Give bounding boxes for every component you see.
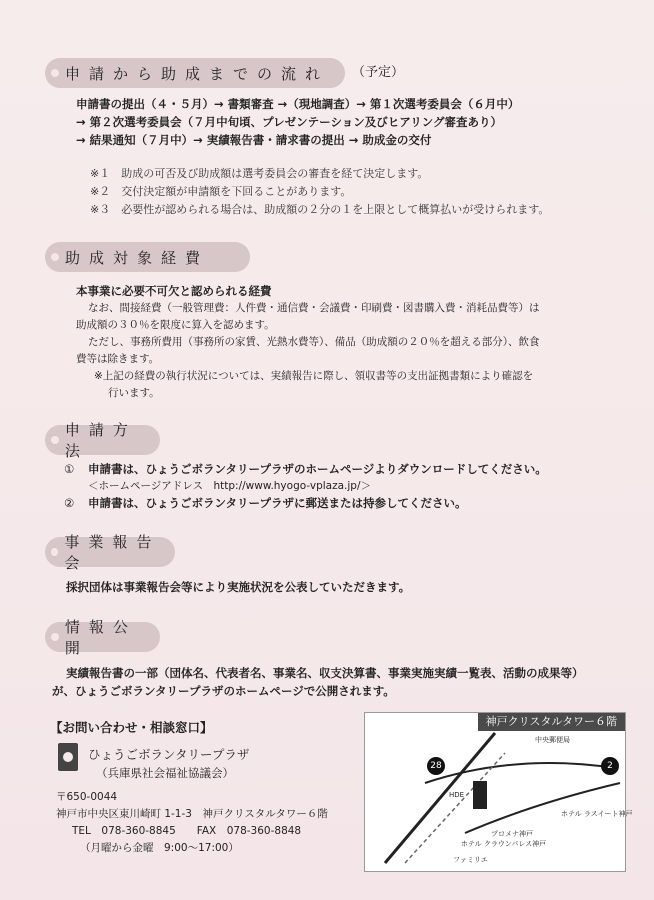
report-title-text: 事業報告会 xyxy=(64,533,161,572)
contact-org: ひょうごボランタリープラザ xyxy=(88,747,250,762)
section-disclosure-title xyxy=(45,618,160,657)
section-flow-title xyxy=(45,58,345,88)
map-label-hotel-la-suite: ホテル ラスイート神戸 xyxy=(561,810,633,818)
expenses-line-5: ※上記の経費の執行状況については、実績報告に際し、領収書等の支出証拠書類により確認を xyxy=(94,370,534,382)
apply-item2-number: ② xyxy=(64,496,75,510)
flow-line-1: 申請書の提出（４・５月）→ 書類審査 →（現地調査）→ 第１次選考委員会（６月中） xyxy=(76,97,520,111)
org-logo-icon xyxy=(58,743,78,771)
contact-heading: 【お問い合わせ・相談窓口】 xyxy=(50,720,213,735)
map-label-hde: HDE xyxy=(449,791,465,799)
map-label-familie: ファミリエ xyxy=(453,856,488,864)
bullet-dot xyxy=(51,633,59,641)
expenses-line-1: なお、間接経費（一般管理費：人件費・通信費・会議費・印刷費・図書購入費・消耗品費等）は xyxy=(88,302,540,314)
disclosure-line-2: が、ひょうごボランタリープラザのホームページで公開されます。 xyxy=(52,684,395,698)
section-expenses-title xyxy=(45,242,250,272)
disclosure-title-text: 情報公開 xyxy=(64,618,137,657)
section-apply-title xyxy=(45,421,160,460)
bullet-dot xyxy=(51,548,58,556)
route-28-icon: 28 xyxy=(427,757,445,775)
bullet-dot xyxy=(51,436,59,444)
expenses-line-3: ただし、事務所費用（事務所の家賃、光熱水費等）、備品（助成額の２０％を超える部分）、飲食 xyxy=(88,336,540,348)
expenses-line-6: 行います。 xyxy=(108,387,160,399)
expenses-line-2: 助成額の３０％を限度に算入を認めます。 xyxy=(76,319,275,331)
section-report-title xyxy=(45,533,175,572)
bullet-dot xyxy=(51,69,59,77)
contact-tel-fax: TEL 078-360-8845 FAX 078-360-8848 xyxy=(72,825,302,837)
expenses-heading: 本事業に必要不可欠と認められる経費 xyxy=(76,284,272,298)
tower-building-icon xyxy=(473,781,487,809)
flow-line-3: → 結果通知（７月中）→ 実績報告書・請求書の提出 → 助成金の交付 xyxy=(76,133,432,147)
flow-note-1: ※１ 助成の可否及び助成額は選考委員会の審査を経て決定します。 xyxy=(90,167,429,180)
expenses-line-4: 費等は除きます。 xyxy=(76,353,160,365)
disclosure-line-1: 実績報告書の一部（団体名、代表者名、事業名、収支決算書、事業実施実績一覧表、活動の成果等） xyxy=(66,666,584,680)
apply-item2: 申請書は、ひょうごボランタリープラザに郵送または持参してください。 xyxy=(88,496,467,510)
contact-address: 神戸市中央区東川崎町 1-1-3 神戸クリスタルタワー６階 xyxy=(56,808,328,820)
map-roads xyxy=(365,713,627,873)
expenses-title-text: 助成対象経費 xyxy=(65,248,210,267)
flow-note-3: ※３ 必要性が認められる場合は、助成額の２分の１を上限として概算払いが受けられます。 xyxy=(90,203,550,216)
apply-title-text: 申請方法 xyxy=(64,421,137,460)
flow-note-2: ※２ 交付決定額が申請額を下回ることがあります。 xyxy=(90,185,352,198)
map-title: 神戸クリスタルタワー６階 xyxy=(478,713,625,731)
route-2-icon: 2 xyxy=(601,757,619,775)
apply-item1-url[interactable]: ＜ホームページアドレス http://www.hyogo-vplaza.jp/＞ xyxy=(88,480,371,492)
map-label-promena: プロメナ神戸 xyxy=(491,830,533,838)
apply-item1-number: ① xyxy=(64,462,75,476)
map-label-crown-palace: ホテル クラウンパレス神戸 xyxy=(461,840,547,848)
bullet-dot xyxy=(51,253,59,261)
contact-zip: 〒650-0044 xyxy=(56,791,118,803)
access-map xyxy=(364,712,633,872)
report-text: 採択団体は事業報告会等により実施状況を公表していただきます。 xyxy=(66,580,411,594)
contact-parent: （兵庫県社会福祉協議会） xyxy=(96,766,234,780)
contact-hours: （月曜から金曜 9:00～17:00） xyxy=(80,842,239,854)
map-label-post-office: 中央郵便局 xyxy=(535,736,570,744)
flow-title-text: 申請から助成までの流れ xyxy=(65,64,330,83)
road-south xyxy=(465,783,620,833)
apply-item1: 申請書は、ひょうごボランタリープラザのホームページよりダウンロードしてください。 xyxy=(88,462,547,476)
flow-suffix: （予定） xyxy=(352,65,405,80)
flow-line-2: → 第２次選考委員会（７月中旬頃、プレゼンテーション及びヒアリング審査あり） xyxy=(76,115,503,129)
